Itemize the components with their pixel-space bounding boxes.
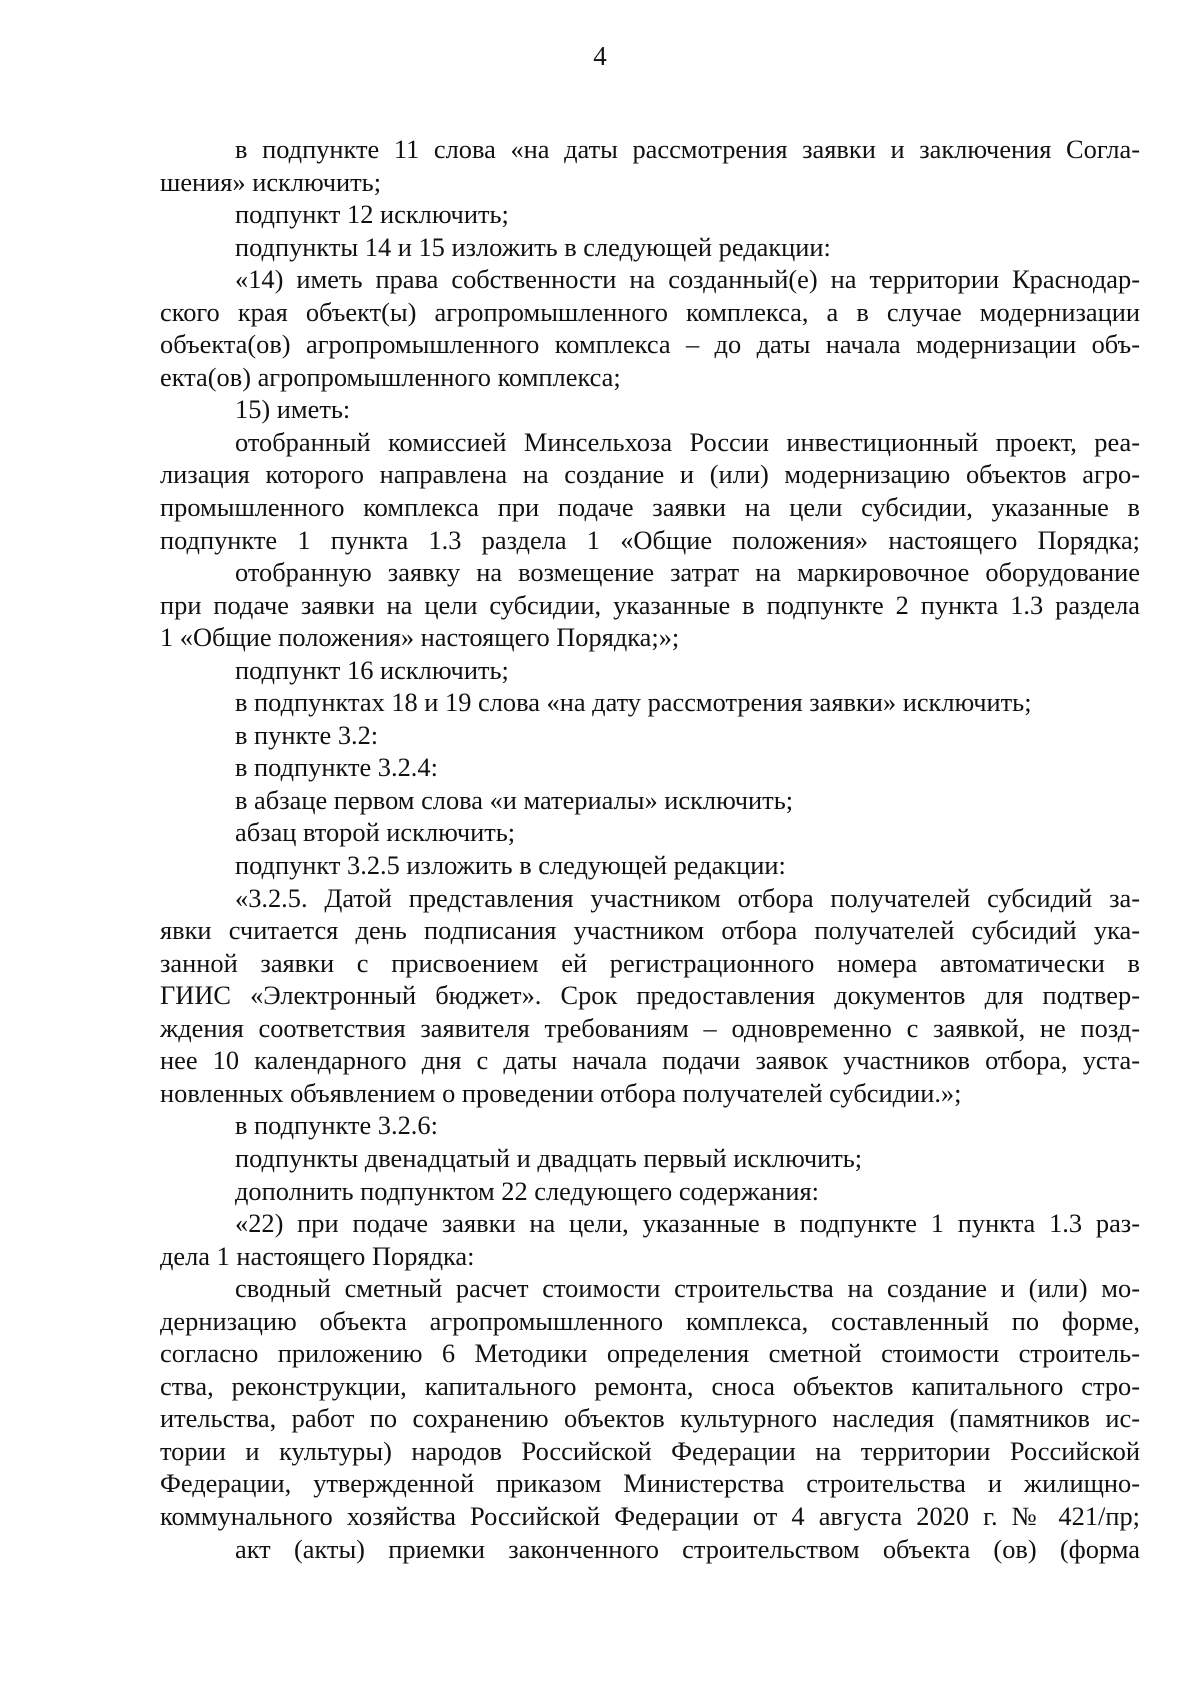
text-line: занной заявки с присвоением ей регистрационного номера автоматически в <box>160 947 1140 978</box>
text-line: в подпункте 11 слова «на даты рассмотрения заявки и заключения Согла- <box>235 134 1140 164</box>
text-line: «3.2.5. Датой представления участником отбора получателей субсидий за- <box>235 882 1140 913</box>
text-line: лизация которого направлена на создание и (или) модернизацию объектов агро- <box>160 459 1140 490</box>
text-line: отобранную заявку на возмещение затрат на маркировочное оборудование <box>235 557 1140 588</box>
text-line: «22) при подаче заявки на цели, указанные в подпункте 1 пункта 1.3 раз- <box>235 1208 1140 1239</box>
text-line: нее 10 календарного дня с даты начала подачи заявок участников отбора, уста- <box>160 1045 1140 1076</box>
text-line: 15) иметь: <box>235 394 351 425</box>
text-line: в абзаце первом слова «и материалы» исключить; <box>235 784 794 815</box>
text-line: объекта(ов) агропромышленного комплекса – до даты начала модернизации объ- <box>160 329 1140 360</box>
text-line: ительства, работ по сохранению объектов культурного наследия (памятников ис- <box>160 1403 1140 1434</box>
text-line: в пункте 3.2: <box>235 719 379 750</box>
text-line: отобранный комиссией Минсельхоза России инвестиционный проект, реа- <box>235 426 1140 457</box>
text-line: при подаче заявки на цели субсидии, указанные в подпункте 2 пункта 1.3 раздела <box>160 589 1140 620</box>
text-line: ГИИС «Электронный бюджет». Срок предоставления документов для подтвер- <box>160 980 1140 1011</box>
text-line: «14) иметь права собственности на созданный(е) на территории Краснодар- <box>235 264 1140 295</box>
text-line: 1 «Общие положения» настоящего Порядка;»; <box>160 622 680 653</box>
text-line: в подпункте 3.2.6: <box>235 1110 438 1141</box>
document-body <box>160 133 1140 1565</box>
text-line: подпункты 14 и 15 изложить в следующей редакции: <box>235 231 831 262</box>
text-line: ждения соответствия заявителя требованиям – одновременно с заявкой, не позд- <box>160 1012 1140 1043</box>
text-line: в подпункте 3.2.4: <box>235 752 438 783</box>
text-line: дела 1 настоящего Порядка: <box>160 1240 475 1271</box>
text-line: согласно приложению 6 Методики определения сметной стоимости строитель- <box>160 1338 1140 1369</box>
text-line: Федерации, утвержденной приказом Министерства строительства и жилищно- <box>160 1468 1140 1499</box>
text-line: подпункте 1 пункта 1.3 раздела 1 «Общие положения» настоящего Порядка; <box>160 524 1140 555</box>
text-line: дернизацию объекта агропромышленного комплекса, составленный по форме, <box>160 1305 1140 1336</box>
text-line: шения» исключить; <box>160 166 382 197</box>
text-line: ского края объект(ы) агропромышленного комплекса, а в случае модернизации <box>160 296 1140 327</box>
text-line: екта(ов) агропромышленного комплекса; <box>160 361 621 392</box>
text-line: тории и культуры) народов Российской Федерации на территории Российской <box>160 1435 1140 1466</box>
page-number: 4 <box>593 41 607 71</box>
text-line: новленных объявлением о проведении отбора получателей субсидии.»; <box>160 1077 962 1108</box>
text-line: в подпунктах 18 и 19 слова «на дату рассмотрения заявки» исключить; <box>235 687 1032 718</box>
text-line: акт (акты) приемки законченного строительством объекта (ов) (форма <box>235 1533 1140 1564</box>
text-line: дополнить подпунктом 22 следующего содержания: <box>235 1175 819 1206</box>
text-line: сводный сметный расчет стоимости строительства на создание и (или) мо- <box>235 1273 1140 1304</box>
text-line: абзац второй исключить; <box>235 817 516 848</box>
text-line: подпункт 16 исключить; <box>235 654 509 685</box>
text-line: явки считается день подписания участником отбора получателей субсидий ука- <box>160 915 1140 946</box>
text-line: подпункт 3.2.5 изложить в следующей редакции: <box>235 850 786 881</box>
text-line: коммунального хозяйства Российской Федерации от 4 августа 2020 г. № 421/пр; <box>160 1500 1140 1531</box>
text-line: ства, реконструкции, капитального ремонта, сноса объектов капитального стро- <box>160 1370 1140 1401</box>
text-line: промышленного комплекса при подаче заявки на цели субсидии, указанные в <box>160 492 1140 523</box>
text-line: подпункты двенадцатый и двадцать первый исключить; <box>235 1142 863 1173</box>
text-line: подпункт 12 исключить; <box>235 199 509 230</box>
